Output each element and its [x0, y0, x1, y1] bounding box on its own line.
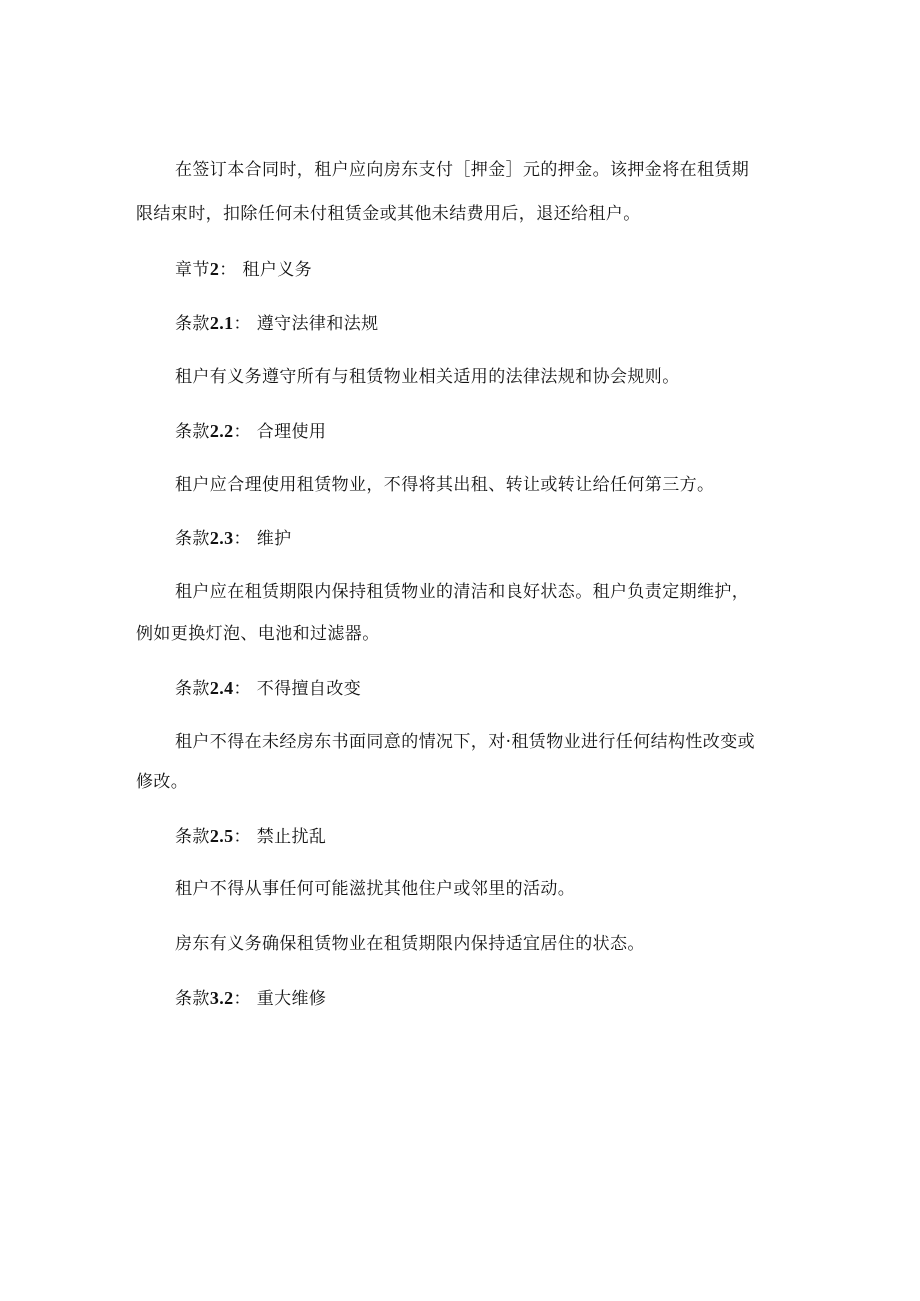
- clause-2-1-body: 租户有义务遵守所有与租赁物业相关适用的法律法规和协会规则。: [175, 367, 680, 387]
- clause-number: 2.4: [209, 678, 234, 698]
- clause-number: 2.2: [209, 421, 234, 441]
- clause-2-2-body: 租户应合理使用租赁物业，不得将其出租、转让或转让给任何第三方。: [175, 475, 715, 495]
- section-prefix: 章节: [175, 260, 210, 280]
- clause-2-2-heading: [175, 420, 326, 443]
- landlord-obligation-line: 房东有义务确保租赁物业在租赁期限内保持适宜居住的状态。: [175, 934, 645, 954]
- clause-title: ： 不得擅自改变: [233, 679, 362, 699]
- clause-3-2-heading: [175, 987, 326, 1010]
- section-title: ： 租户义务: [219, 260, 313, 280]
- maintenance-paragraph-line-2: 例如更换灯泡、电池和过滤器。: [136, 624, 380, 644]
- clause-title: ： 维护: [233, 529, 292, 549]
- deposit-paragraph-line-1: 在签订本合同时，租户应向房东支付［押金］元的押金。该押金将在租赁期: [175, 160, 750, 180]
- deposit-paragraph-line-2: 限结束时，扣除任何未付租赁金或其他未结费用后，退还给租户。: [136, 204, 641, 224]
- clause-number: 2.1: [209, 313, 234, 333]
- clause-title: ： 重大维修: [233, 989, 327, 1009]
- clause-prefix: 条款: [175, 314, 210, 334]
- clause-title: ： 遵守法律和法规: [233, 314, 379, 334]
- alteration-paragraph-line-2: 修改。: [136, 772, 189, 792]
- clause-2-1-heading: [175, 312, 379, 335]
- clause-prefix: 条款: [175, 422, 210, 442]
- clause-number: 2.3: [209, 528, 234, 548]
- clause-prefix: 条款: [175, 989, 210, 1009]
- clause-2-3-heading: [175, 527, 292, 550]
- section-2-heading: [175, 258, 312, 281]
- clause-title: ： 合理使用: [233, 422, 327, 442]
- clause-2-4-heading: [175, 677, 361, 700]
- clause-title: ： 禁止扰乱: [233, 827, 327, 847]
- clause-number: 3.2: [209, 988, 234, 1008]
- section-number: 2: [209, 259, 220, 279]
- clause-2-5-body: 租户不得从事任何可能滋扰其他住户或邻里的活动。: [175, 879, 576, 899]
- clause-prefix: 条款: [175, 679, 210, 699]
- clause-number: 2.5: [209, 826, 234, 846]
- clause-prefix: 条款: [175, 529, 210, 549]
- clause-2-5-heading: [175, 825, 326, 848]
- alteration-paragraph-line-1: 租户不得在未经房东书面同意的情况下，对·租赁物业进行任何结构性改变或: [175, 732, 756, 752]
- clause-prefix: 条款: [175, 827, 210, 847]
- maintenance-paragraph-line-1: 租户应在租赁期限内保持租赁物业的清洁和良好状态。租户负责定期维护，: [175, 582, 750, 602]
